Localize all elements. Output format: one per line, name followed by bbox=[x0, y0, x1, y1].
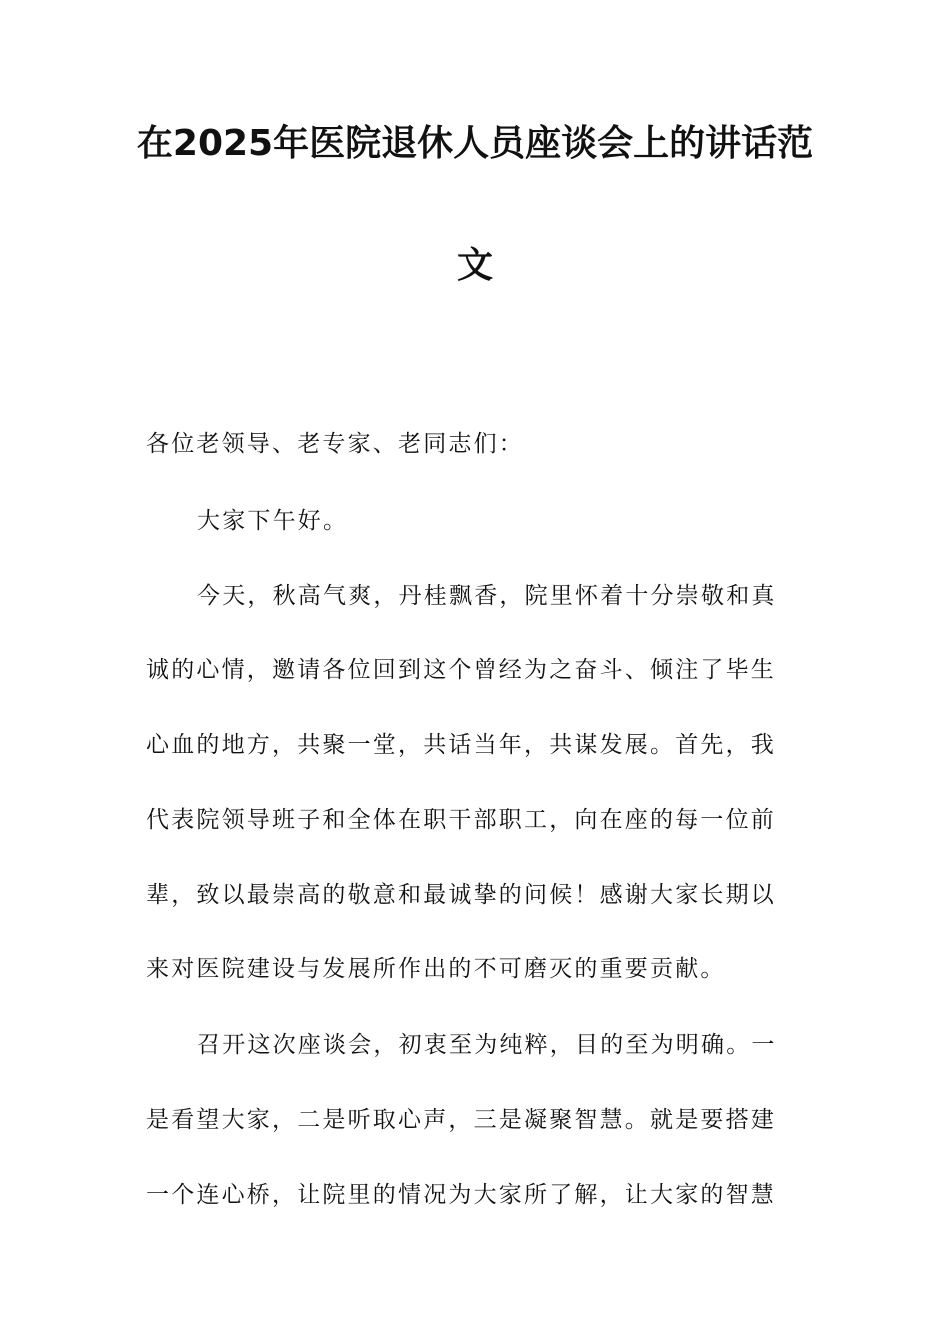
document-title-line-2: 文 bbox=[456, 245, 493, 286]
document-title-line-1: 在2025年医院退休人员座谈会上的讲话范 bbox=[136, 123, 814, 164]
paragraph-2-line: 一个连心桥，让院里的情况为大家所了解，让大家的智慧 bbox=[146, 1182, 776, 1208]
paragraph-1-line: 今天，秋高气爽，丹桂飘香，院里怀着十分崇敬和真 bbox=[197, 583, 777, 609]
paragraph-1-line: 诚的心情，邀请各位回到这个曾经为之奋斗、倾注了毕生 bbox=[146, 657, 776, 683]
paragraph-1-line: 代表院领导班子和全体在职干部职工，向在座的每一位前 bbox=[146, 807, 776, 833]
paragraph-1-line: 心血的地方，共聚一堂，共话当年，共谋发展。首先，我 bbox=[146, 732, 776, 758]
paragraph-1-line: 来对医院建设与发展所作出的不可磨灭的重要贡献。 bbox=[146, 956, 726, 982]
salutation: 各位老领导、老专家、老同志们： bbox=[146, 431, 524, 457]
paragraph-2-line: 召开这次座谈会，初衷至为纯粹，目的至为明确。一 bbox=[197, 1032, 777, 1058]
paragraph-1-line: 辈，致以最崇高的敬意和最诚挚的问候！感谢大家长期以 bbox=[146, 882, 776, 908]
paragraph-2-line: 是看望大家，二是听取心声，三是凝聚智慧。就是要搭建 bbox=[146, 1107, 776, 1133]
greeting: 大家下午好。 bbox=[197, 508, 349, 534]
